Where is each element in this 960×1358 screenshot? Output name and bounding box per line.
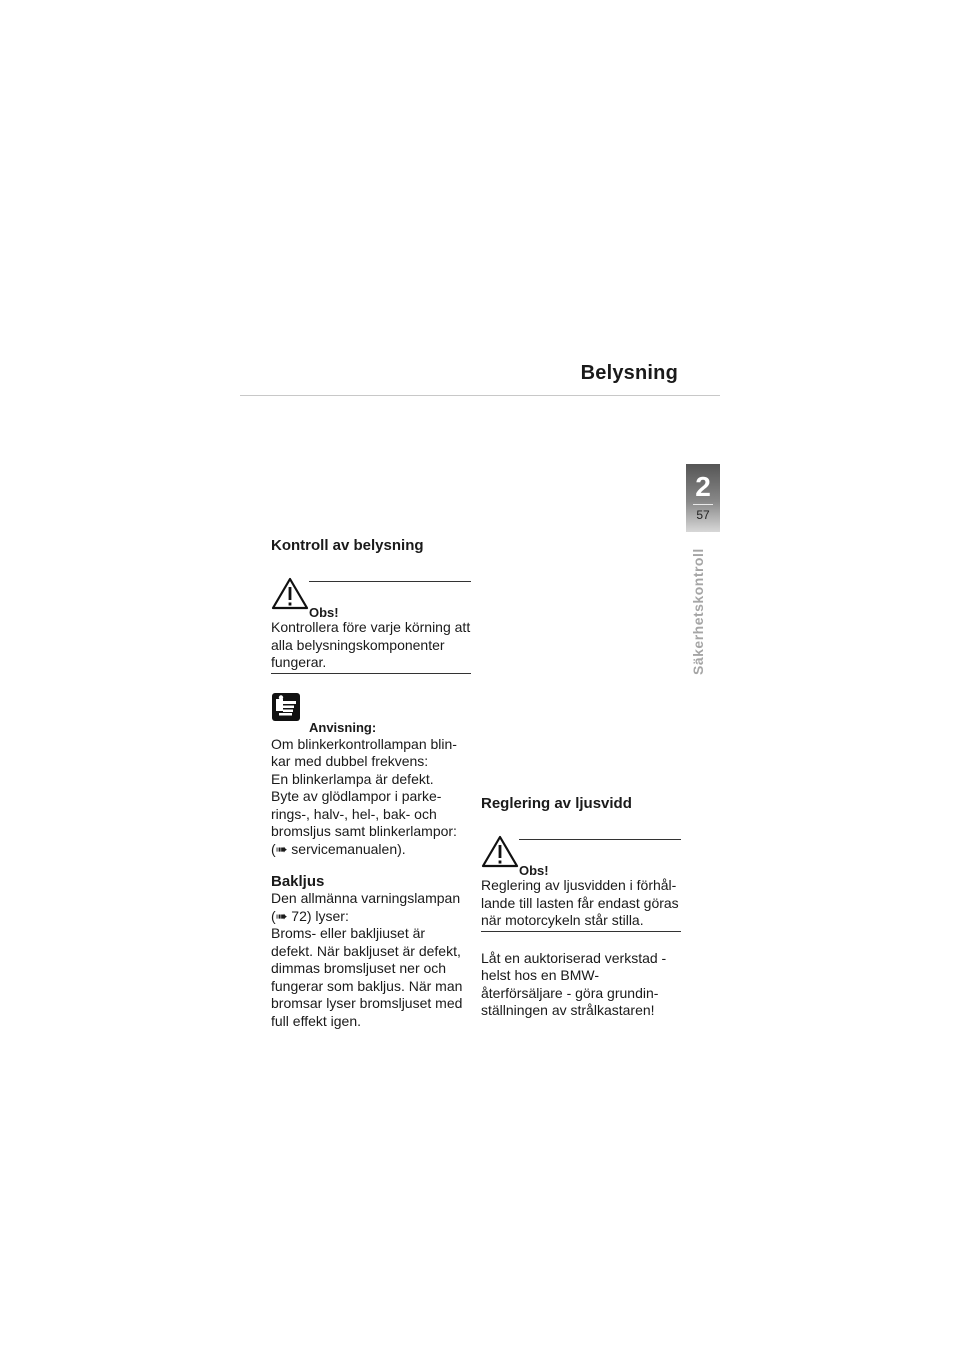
- obs-note-line: lande till lasten får endast göras: [481, 894, 679, 911]
- chapter-separator: [693, 504, 713, 505]
- bakljus-line: dimmas bromsljuset ner och: [271, 960, 447, 976]
- ljusvidd-line: helst hos en BMW-: [481, 967, 600, 983]
- obs-note-line: Kontrollera före varje körning att: [271, 619, 471, 635]
- hint-note-line: kar med dubbel frekvens:: [271, 753, 429, 769]
- ljusvidd-body: [481, 950, 681, 1020]
- obs-note-line: Reglering av ljusvidden i förhål-: [481, 877, 677, 893]
- bakljus-line: (➠ 72) lyser:: [271, 907, 349, 924]
- obs-note-line: när motorcykeln står stilla.: [481, 912, 644, 928]
- bakljus-line: bromsar lyser bromsljuset med: [271, 995, 463, 1011]
- obs-note-line: fungerar.: [271, 654, 327, 670]
- bakljus-line: full effekt igen.: [271, 1012, 362, 1029]
- hint-note-line: bromsljus samt blinkerlampor:: [271, 823, 457, 839]
- chapter-side-label: Säkerhetskontroll: [690, 548, 706, 675]
- hint-note-title: Anvisning:: [309, 720, 377, 735]
- bakljus-line: fungerar som bakljus. När man: [271, 977, 463, 994]
- chapter-number: 2: [695, 471, 711, 502]
- obs-note-rule: [309, 581, 471, 582]
- obs-note: [271, 577, 471, 674]
- hint-note-line: Byte av glödlampor i parke-: [271, 788, 442, 804]
- bakljus-line: Den allmänna varningslampan: [271, 890, 461, 906]
- left-column: [271, 537, 471, 1030]
- bakljus-line: defekt. När bakljuset är defekt,: [271, 942, 461, 959]
- obs-note-header: [481, 835, 681, 877]
- bakljus-line: Broms- eller bakljiuset är: [271, 925, 426, 941]
- obs-note-rule: [519, 839, 681, 840]
- hint-note-line: (➠ servicemanualen).: [271, 840, 406, 857]
- section-heading-bakljus: Bakljus: [271, 873, 325, 890]
- hint-note-line: Om blinkerkontrollampan blin-: [271, 735, 457, 752]
- ljusvidd-line: Låt en auktoriserad verkstad -: [481, 949, 667, 966]
- obs-note-body: [481, 877, 681, 932]
- page-title: Belysning: [580, 362, 678, 384]
- warning-icon: [271, 577, 309, 611]
- ljusvidd-line: återförsäljare - göra grundin-: [481, 984, 659, 1001]
- hint-note: [271, 692, 471, 859]
- obs-note-title: Obs!: [309, 604, 339, 620]
- ljusvidd-line: ställningen av strålkastaren!: [481, 1002, 655, 1018]
- hint-note-header: [271, 692, 471, 736]
- hint-note-line: En blinkerlampa är defekt.: [271, 770, 434, 787]
- hint-note-line: rings-, halv-, hel-, bak- och: [271, 805, 437, 822]
- hint-note-body: [271, 736, 471, 859]
- warning-icon: [481, 835, 519, 869]
- obs-note-ljusvidd: [481, 835, 681, 932]
- chapter-tab: [686, 464, 720, 532]
- right-column: [481, 795, 681, 1020]
- pointing-hand-icon: [271, 692, 301, 722]
- section-heading-ljusvidd: Reglering av ljusvidd: [481, 795, 632, 812]
- obs-note-title: Obs!: [519, 862, 549, 878]
- title-rule: [240, 395, 720, 396]
- section-heading-kontroll: Kontroll av belysning: [271, 537, 424, 554]
- bakljus-section: [271, 873, 471, 1030]
- obs-note-header: [271, 577, 471, 619]
- page-number: 57: [696, 508, 710, 522]
- obs-note-body: [271, 619, 471, 674]
- obs-note-line: alla belysningskomponenter: [271, 636, 445, 653]
